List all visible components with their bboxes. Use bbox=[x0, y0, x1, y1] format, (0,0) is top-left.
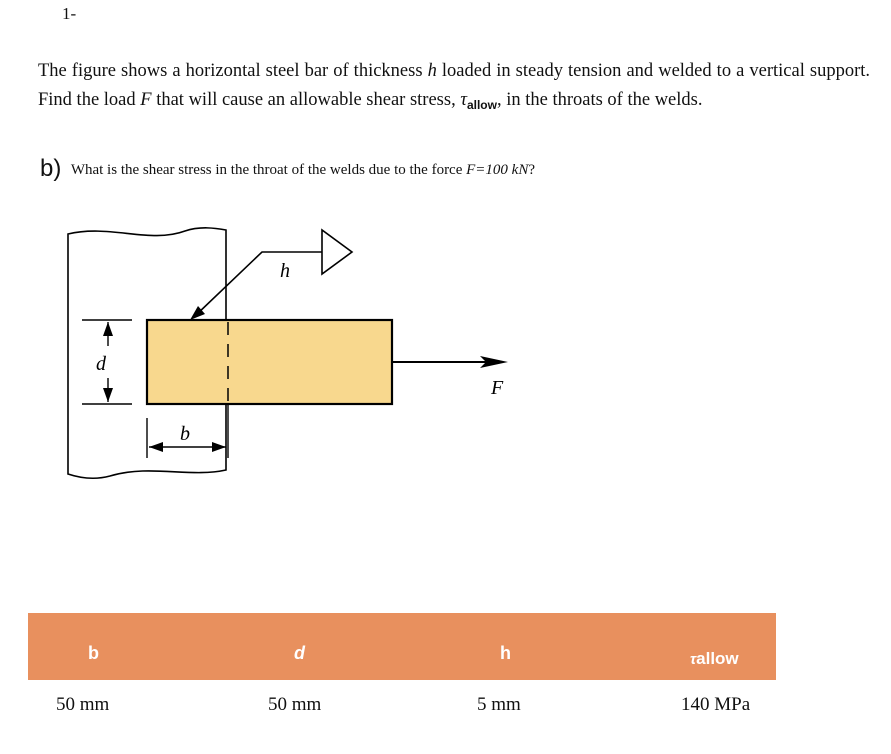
value-h: 5 mm bbox=[477, 694, 521, 715]
label-F: F bbox=[491, 377, 504, 399]
value-d: 50 mm bbox=[268, 694, 322, 715]
variable-F: F bbox=[140, 90, 152, 110]
label-b: b bbox=[180, 423, 190, 445]
table-header bbox=[28, 613, 776, 680]
tau-subscript: allow bbox=[466, 98, 497, 112]
weld-symbol bbox=[322, 230, 352, 274]
statement-part1: The figure shows a horizontal steel bar of thickness bbox=[38, 61, 423, 81]
question-letter: b) bbox=[40, 155, 62, 182]
header-tau-symbol: τ bbox=[690, 651, 697, 668]
header-tau-sub: allow bbox=[696, 649, 739, 668]
question-force: F=100 kN bbox=[466, 162, 529, 178]
question-text: What is the shear stress in the throat of the welds due to the force bbox=[70, 162, 463, 178]
header-d: d bbox=[294, 643, 305, 663]
statement-part3: that will cause an allowable shear stress, bbox=[156, 90, 456, 110]
label-d: d bbox=[96, 353, 106, 375]
value-tau: 140 MPa bbox=[681, 694, 751, 715]
problem-number: 1- bbox=[62, 4, 77, 23]
label-h: h bbox=[280, 260, 290, 282]
steel-bar bbox=[147, 320, 392, 404]
variable-h: h bbox=[427, 61, 437, 81]
header-b: b bbox=[88, 643, 99, 663]
question-end: ? bbox=[528, 162, 535, 178]
tau-symbol: τ bbox=[460, 90, 467, 110]
value-b: 50 mm bbox=[56, 694, 110, 715]
statement-part4: , in the throats of the welds. bbox=[496, 90, 703, 110]
header-tau bbox=[690, 649, 739, 669]
statement-part2: loaded in steady tension and welded to a vertical support. Find the load bbox=[38, 61, 871, 110]
header-h: h bbox=[500, 643, 511, 663]
